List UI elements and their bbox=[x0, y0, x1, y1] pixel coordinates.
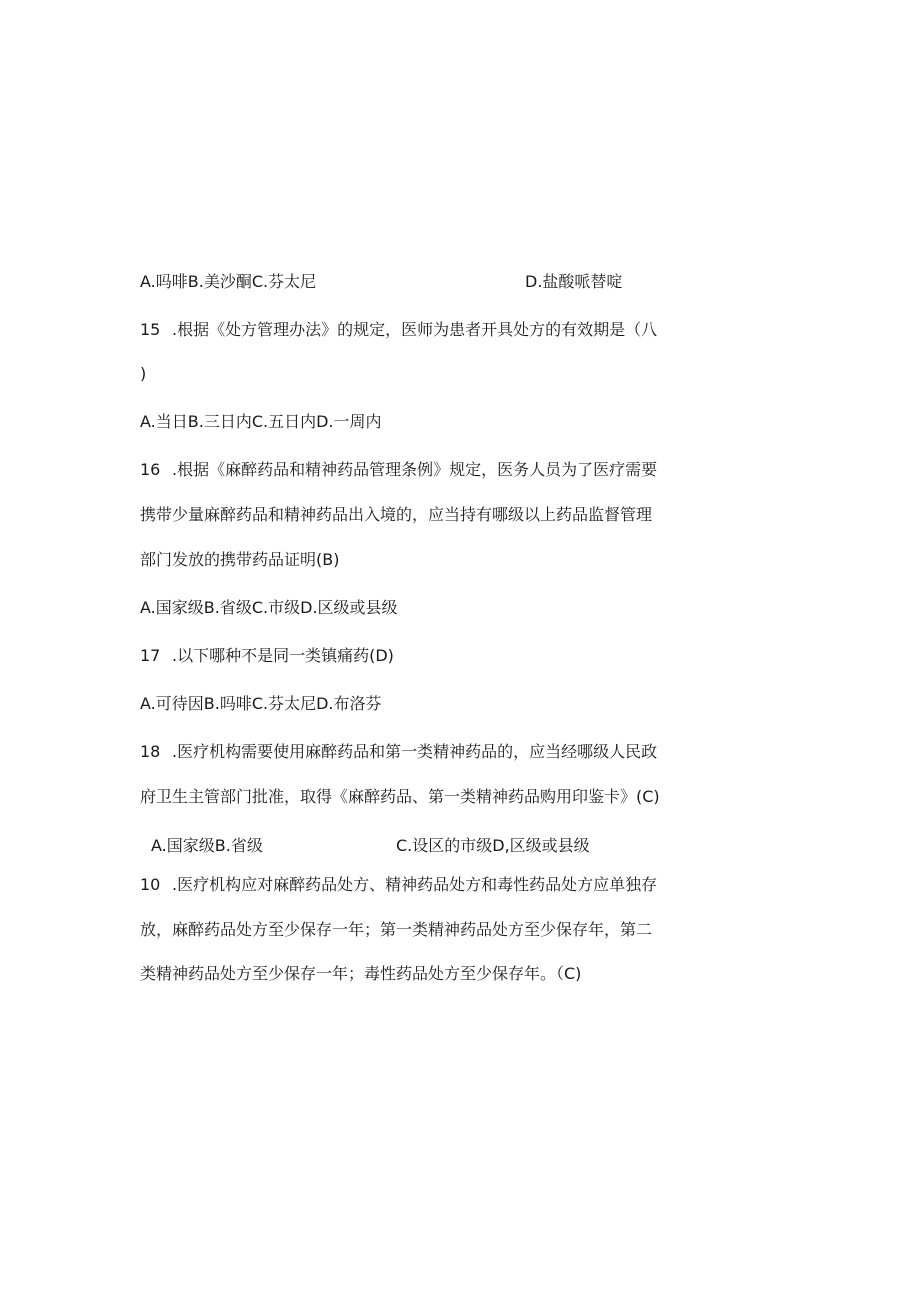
question-number: 17 bbox=[140, 646, 161, 665]
question-text: 部门发放的携带药品证明(B) bbox=[140, 550, 340, 569]
q15-options bbox=[140, 411, 381, 433]
q15-question-line1 bbox=[140, 319, 657, 341]
question-text: .根据《处方管理办法》的规定，医师为患者开具处方的有效期是（八 bbox=[172, 320, 658, 339]
question-number: 10 bbox=[140, 875, 161, 894]
question-number: 16 bbox=[140, 460, 161, 479]
q18-question-line1 bbox=[140, 741, 657, 763]
q17-question bbox=[140, 645, 394, 667]
q16-question-line2 bbox=[140, 504, 652, 526]
q18-options bbox=[151, 835, 590, 857]
question-text: .医疗机构需要使用麻醉药品和第一类精神药品的，应当经哪级人民政 bbox=[172, 742, 658, 761]
question-text: .医疗机构应对麻醉药品处方、精神药品处方和毒性药品处方应单独存 bbox=[172, 875, 658, 894]
question-text: 携带少量麻醉药品和精神药品出入境的，应当持有哪级以上药品监督管理 bbox=[140, 505, 653, 524]
question-text: 府卫生主管部门批准，取得《麻醉药品、第一类精神药品购用印鉴卡》(C) bbox=[140, 787, 660, 806]
question-number: 15 bbox=[140, 320, 161, 339]
options-text: A.当日B.三日内C.五日内D.一周内 bbox=[140, 412, 382, 431]
q10-question-line2 bbox=[140, 919, 652, 941]
q10-question-line3 bbox=[140, 963, 581, 985]
q14-option-d: D.盐酸哌替啶 bbox=[525, 272, 623, 291]
q16-question-line3 bbox=[140, 549, 339, 571]
question-text: 类精神药品处方至少保存一年；毒性药品处方至少保存年。（C) bbox=[140, 964, 582, 983]
question-text: 放，麻醉药品处方至少保存一年；第一类精神药品处方至少保存年，第二 bbox=[140, 920, 653, 939]
q17-options bbox=[140, 693, 381, 715]
question-number: 18 bbox=[140, 742, 161, 761]
q10-question-line1 bbox=[140, 874, 657, 896]
question-text: .根据《麻醉药品和精神药品管理条例》规定，医务人员为了医疗需要 bbox=[172, 460, 658, 479]
q16-question-line1 bbox=[140, 459, 657, 481]
options-text: A.可待因B.吗啡C.芬太尼D.布洛芬 bbox=[140, 694, 382, 713]
q18-options-ab: A.国家级B.省级 bbox=[151, 836, 263, 855]
q14-options-abc: A.吗啡B.美沙酮C.芬太尼 bbox=[140, 272, 317, 291]
options-text: A.国家级B.省级C.市级D.区级或县级 bbox=[140, 598, 398, 617]
q18-options-cd: C.设区的市级D,区级或县级 bbox=[396, 836, 590, 855]
question-text: ) bbox=[140, 364, 147, 383]
q16-options bbox=[140, 597, 397, 619]
q15-question-line2 bbox=[140, 363, 146, 385]
q14-options bbox=[140, 271, 623, 293]
q18-question-line2 bbox=[140, 786, 660, 808]
question-text: .以下哪种不是同一类镇痛药(D) bbox=[172, 646, 394, 665]
